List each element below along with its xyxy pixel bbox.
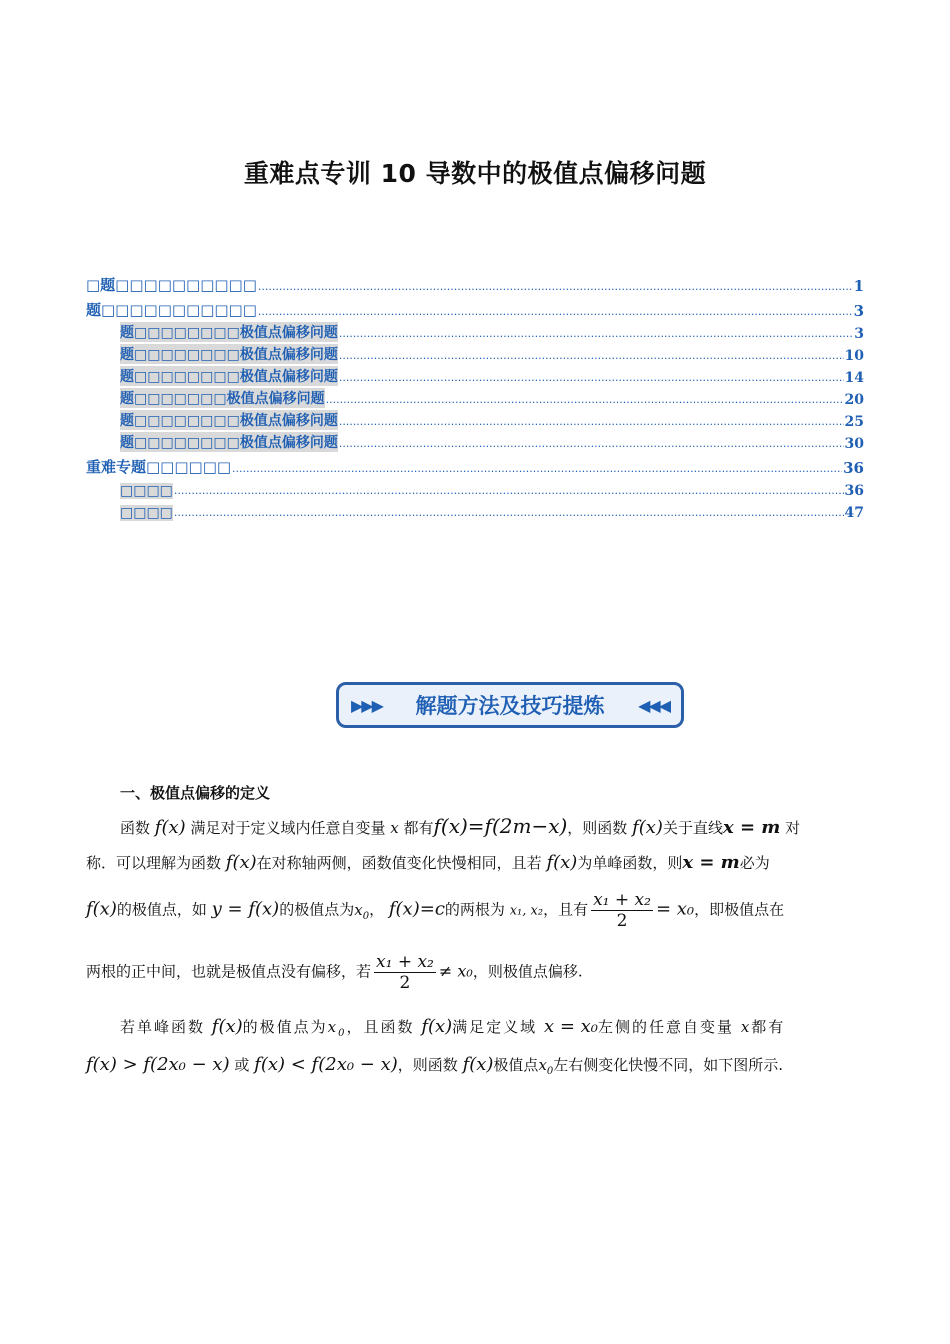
section-heading: 一、极值点偏移的定义 [120,784,271,802]
toc-leader-dots [339,438,844,452]
toc-entry-page: 30 [844,436,864,452]
toc-leader-dots [232,463,842,477]
toc-entry[interactable] [86,270,864,295]
toc-entry-page: 36 [844,483,864,499]
toc-entry-label: 题□□□□□□□□极值点偏移问题 [120,432,338,452]
toc-entry[interactable] [86,499,864,521]
fraction: $\frac{\text{x₁ + x₂}}{2}$ [376,952,434,993]
toc-entry[interactable] [86,342,864,364]
paragraph-line: 称．可以理解为函数 f(x)在对称轴两侧，函数值变化快慢相同，且若 f(x)为单峰函数，则x = m必为 [86,852,770,873]
toc-leader-dots [339,416,844,430]
toc-entry[interactable] [86,430,864,452]
toc-leader-dots [339,372,844,386]
toc-leader-dots [174,507,844,521]
left-arrows-icon: ◀◀◀ [638,695,669,715]
toc-entry[interactable] [86,295,864,320]
toc-leader-dots [258,281,853,295]
toc-entry-label: □□□□ [120,483,173,499]
table-of-contents [86,270,864,521]
toc-leader-dots [174,485,844,499]
paragraph-line: 两根的正中间，也就是极值点没有偏移，若 $\frac{\text{x₁ + x₂}}{2}$ ≠ x₀，则极值点偏移. [86,952,583,993]
toc-entry-page: 3 [854,326,864,342]
toc-leader-dots [326,394,844,408]
paragraph-line: f(x) > f(2x₀ − x) 或 f(x) < f(2x₀ − x)，则函数 f(x)极值点$x_0$左右侧变化快慢不同，如下图所示. [86,1054,784,1077]
paragraph-line: f(x)的极值点，如 y = f(x)的极值点为$x_0$， f(x)=c的两根为 x₁, x₂，且有 $\frac{\text{x₁ + x₂}}{2}$ = x₀，即极值点在 [86,890,785,931]
banner-text: 解题方法及技巧提炼 [415,694,605,718]
toc-entry[interactable] [86,408,864,430]
paragraph-line: 若单峰函数 f(x)的极值点为$x_0$，且函数 f(x)满足定义域 x = x₀左侧的任意自变量 x都有 [120,1016,786,1039]
section-banner [336,682,684,728]
toc-leader-dots [339,350,844,364]
toc-entry-page: 10 [844,348,864,364]
toc-entry-label: 题□□□□□□□□极值点偏移问题 [120,322,338,342]
toc-entry-page: 47 [844,505,864,521]
toc-entry-page: 14 [844,370,864,386]
toc-entry[interactable] [86,386,864,408]
toc-entry-page: 20 [844,392,864,408]
right-arrows-icon: ▶▶▶ [351,695,382,715]
toc-entry-label: 题□□□□□□□□极值点偏移问题 [120,344,338,364]
toc-entry-page: 1 [853,277,864,295]
toc-entry-label: 题□□□□□□□□极值点偏移问题 [120,410,338,430]
toc-entry[interactable] [86,477,864,499]
toc-entry-label: 题□□□□□□□极值点偏移问题 [120,388,325,408]
toc-entry[interactable] [86,452,864,477]
toc-entry[interactable] [86,364,864,386]
paragraph-line: 函数 f(x) 满足对于定义域内任意自变量 x 都有f(x)=f(2m−x)，则函数 f(x)关于直线x = m 对 [120,814,801,838]
page-title: 重难点专训 10 导数中的极值点偏移问题 [243,159,707,188]
toc-entry-page: 25 [844,414,864,430]
toc-entry-page: 3 [853,302,864,320]
toc-entry-label: □题□□□□□□□□□□ [86,276,257,294]
toc-entry-label: 题□□□□□□□□□□□ [86,301,257,319]
toc-entry[interactable] [86,320,864,342]
toc-leader-dots [258,306,853,320]
toc-entry-label: □□□□ [120,505,173,521]
fraction: $\frac{\text{x₁ + x₂}}{2}$ [593,890,651,931]
toc-entry-label: 题□□□□□□□□极值点偏移问题 [120,366,338,386]
toc-entry-page: 36 [843,459,864,477]
toc-leader-dots [339,328,853,342]
toc-entry-label: 重难专题□□□□□□ [86,458,232,476]
